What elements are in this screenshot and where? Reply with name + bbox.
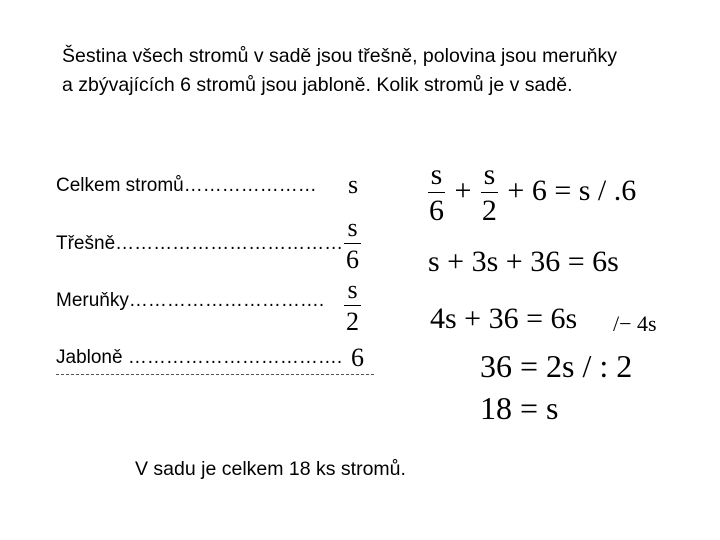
equation-line-2: s + 3s + 36 = 6s — [428, 245, 619, 278]
apricots-denominator: 2 — [346, 307, 359, 336]
eq1-frac1-numerator: s — [428, 160, 446, 193]
equation-line-4: 36 = 2s / : 2 — [480, 348, 633, 384]
eq1-plus: + — [454, 173, 472, 207]
problem-statement: Šestina všech stromů v sadě jsou třešně, polovina jsou meruňky a zbývajících 6 stromů jsou jabloně. Kolik stromů je v sadě. — [62, 45, 617, 96]
eq1-frac1-denominator: 6 — [429, 194, 444, 227]
eq1-rest: + 6 = s / .6 — [507, 173, 637, 207]
apricots-numerator: s — [344, 277, 360, 306]
equation-line-1 — [426, 160, 636, 226]
row-label-apricots: Meruňky…………………………. — [56, 290, 325, 311]
row-expr-apricots — [343, 277, 362, 335]
equation-line-5: 18 = s — [480, 390, 559, 426]
row-expr-total: s — [348, 170, 359, 199]
row-expr-apples: 6 — [351, 343, 364, 372]
cherries-denominator: 6 — [346, 245, 359, 274]
eq1-frac2-numerator: s — [481, 160, 499, 193]
equation-line-3-operation: /− 4s — [613, 311, 657, 336]
cherries-numerator: s — [344, 215, 360, 244]
row-label-apples: Jabloně ……………………………. — [56, 347, 343, 368]
row-expr-cherries — [343, 215, 362, 273]
answer-sentence: V sadu je celkem 18 ks stromů. — [135, 458, 406, 480]
eq1-frac2-denominator: 2 — [481, 194, 497, 227]
row-label-cherries: Třešně……………………………… — [56, 233, 344, 254]
row-label-total: Celkem stromů………………… — [56, 175, 317, 196]
sum-divider-line — [56, 374, 374, 375]
equation-line-3: 4s + 36 = 6s — [430, 302, 578, 335]
